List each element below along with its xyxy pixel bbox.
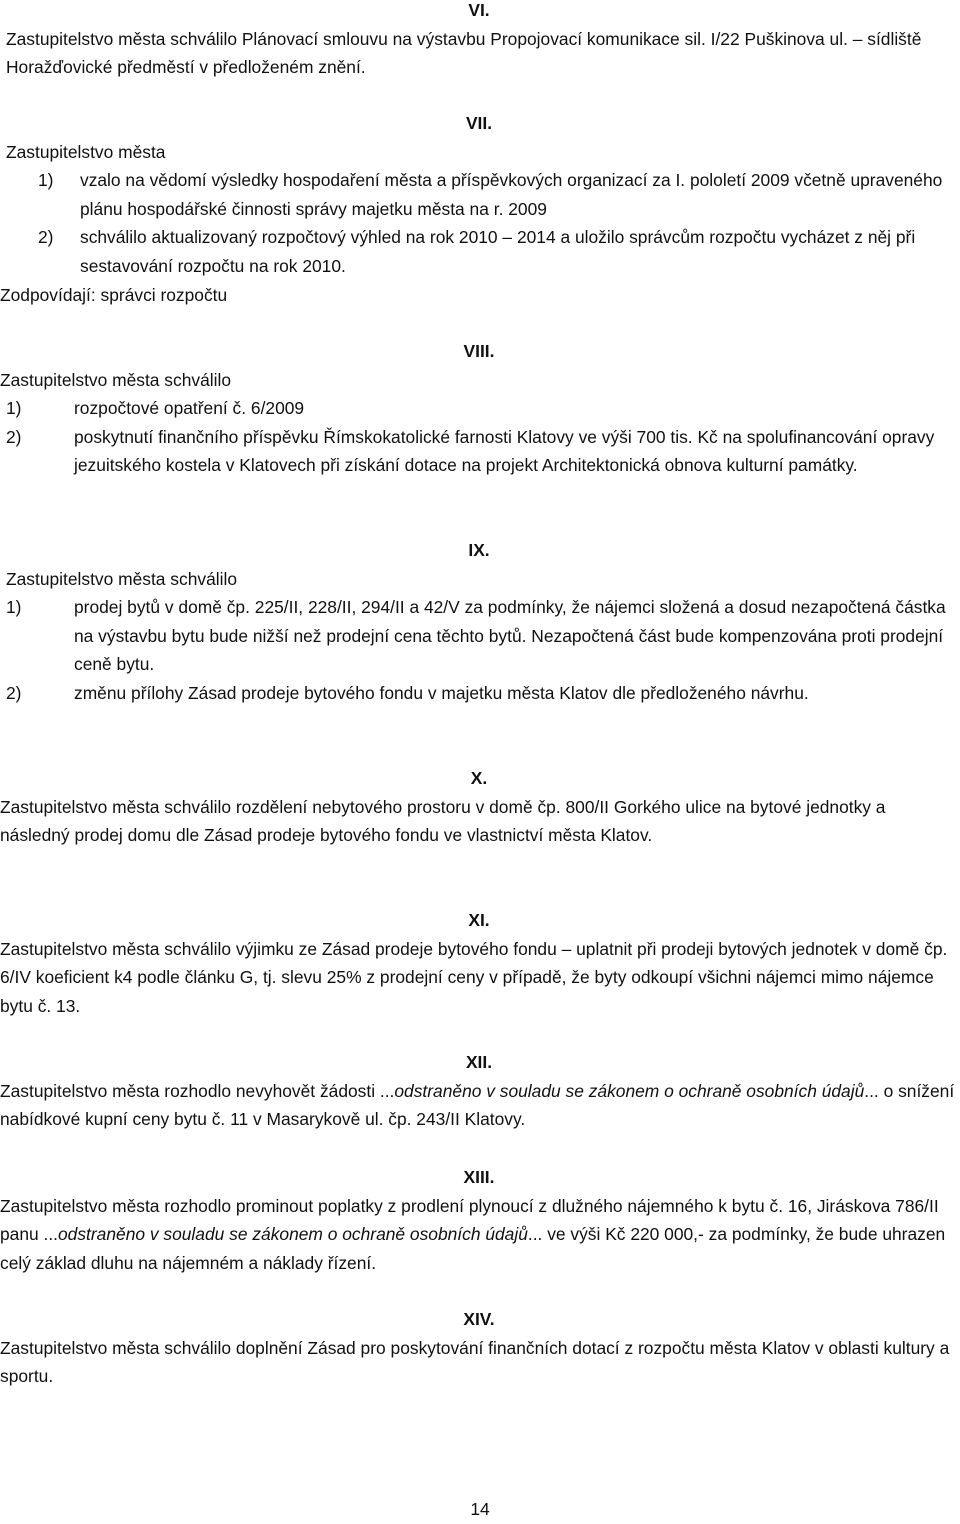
item-text: poskytnutí finančního příspěvku Římskokatolické farnosti Klatovy ve výši 700 tis. Kč na spolufinancování opravy jezuitského kostela v Klatovech při získání dotace na projekt Architektonická obnova kulturní památky. [74,426,935,476]
resolution-text: Zastupitelstvo města schválilo rozdělení nebytového prostoru v domě čp. 800/II Gorkého ulice na bytové jednotky a následný prodej domu dle Zásad prodeje bytového fondu ve vlastnictví města Klatov. [0,796,886,846]
section-x [0,764,958,850]
item-text: změnu přílohy Zásad prodeje bytového fondu v majetku města Klatov dle předloženého návrhu. [74,682,809,703]
resolution-list [0,166,958,280]
resolution-list [0,593,958,707]
section-heading: VI. [468,0,490,20]
item-text: rozpočtové opatření č. 6/2009 [74,398,305,419]
page-number: 14 [470,1499,490,1519]
resolution-text: Zastupitelstvo města schválilo Plánovací smlouvu na výstavbu Propojovací komunikace sil. I/22 Puškinova ul. – sídliště Horažďovické předměstí v předloženém znění. [6,28,922,78]
section-viii [0,337,958,480]
list-item [6,223,958,280]
redacted-text: odstraněno v souladu se zákonem o ochraně osobních údajů [58,1224,528,1245]
text-part: ... o snížení nabídkové kupní ceny bytu č. 11 v Masarykově ul. čp. 243/II Klatovy. [0,1080,955,1130]
section-xiii [0,1163,958,1277]
section-heading: IX. [468,540,490,560]
section-heading: X. [470,768,488,788]
item-number: 1) [6,398,22,419]
resolution-list [0,394,958,480]
section-heading: XII. [465,1052,493,1072]
section-vii [0,109,958,309]
resolution-text: Zastupitelstvo města schválilo výjimku ze Zásad prodeje bytového fondu – uplatnit při prodeji bytových jednotek v domě čp. 6/IV koeficient k4 podle článku G, tj. slevu 25% z prodejní ceny v případě, že byty odkoupí všichni nájemci mimo nájemce bytu č. 13. [0,938,948,1016]
section-heading: VIII. [463,341,495,361]
resolution-text: Zastupitelstvo města schválilo doplnění Zásad pro poskytování finančních dotací z rozpočtu města Klatov v oblasti kultury a sportu. [0,1337,950,1387]
list-item [6,166,958,223]
responsible-note: Zodpovídají: správci rozpočtu [0,284,228,305]
resolution-text [0,1192,958,1278]
item-number: 2) [6,682,22,703]
section-xi [0,906,958,1020]
text-part: Zastupitelstvo města rozhodlo prominout poplatky z prodlení plynoucí z dlužného nájemného k bytu č. 16, Jiráskova 786/II panu ... [0,1195,939,1245]
item-number: 2) [6,426,22,447]
section-heading: VII. [465,113,493,133]
item-number: 1) [38,170,54,191]
list-item [0,394,958,423]
section-vi [0,0,958,82]
list-item [0,593,958,679]
item-text: vzalo na vědomí výsledky hospodaření města a příspěvkových organizací za I. pololetí 2009 včetně upraveného plánu hospodářské činnosti správy majetku města na r. 2009 [80,170,943,219]
section-xii [0,1048,958,1134]
resolution-text [0,1077,958,1134]
text-part: ... ve výši Kč 220 000,- za podmínky, že bude uhrazen celý základ dluhu na nájemném a náklady řízení. [0,1224,946,1273]
section-heading: XI. [468,910,490,930]
list-item [0,423,958,480]
item-text: prodej bytů v domě čp. 225/II, 228/II, 294/II a 42/V za podmínky, že nájemci složená a dosud nezapočtená částka na výstavbu bytu bude nižší než prodejní cena těchto bytů. Nezapočtená část bude kompenzována proti prodejní ceně bytu. [74,597,946,675]
item-text: schválilo aktualizovaný rozpočtový výhled na rok 2010 – 2014 a uložilo správcům rozpočtu vycházet z něj při sestavování rozpočtu na rok 2010. [80,227,916,276]
resolution-intro: Zastupitelstvo města schválilo [6,568,238,589]
item-number: 2) [38,227,54,248]
item-number: 1) [6,597,22,618]
section-xiv [0,1305,958,1391]
section-ix [0,536,958,708]
text-part: Zastupitelstvo města rozhodlo nevyhovět žádosti ... [0,1080,395,1101]
section-heading: XIV. [463,1309,495,1329]
list-item [0,679,958,708]
redacted-text: odstraněno v souladu se zákonem o ochraně osobních údajů [394,1080,865,1101]
resolution-intro: Zastupitelstvo města [6,141,166,162]
resolution-intro: Zastupitelstvo města schválilo [0,369,232,390]
section-heading: XIII. [463,1167,495,1187]
